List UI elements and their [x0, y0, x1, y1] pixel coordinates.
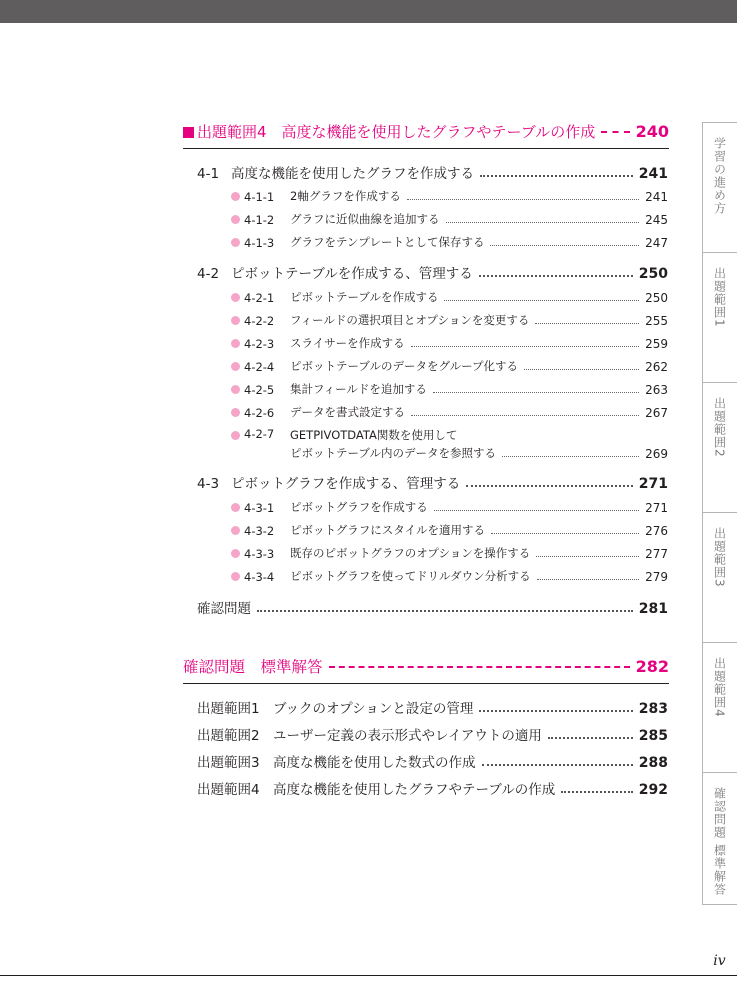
side-tab-answers[interactable] — [702, 773, 737, 905]
answers-title: 確認問題 標準解答 — [183, 658, 323, 676]
entry-title: 高度な機能を使用したグラフを作成する — [231, 166, 474, 182]
section4-title-wrap — [183, 121, 595, 142]
dot-leader — [407, 199, 639, 200]
subentry-page: 247 — [645, 236, 668, 250]
dot-leader — [537, 579, 640, 580]
dot-leader — [480, 175, 633, 177]
subentry-number: 4-2-5 — [244, 383, 275, 397]
subentry-title: グラフに近似曲線を追加する — [290, 212, 440, 226]
subentry-number: 4-2-4 — [244, 360, 275, 374]
page-number: iv — [713, 953, 726, 969]
subentry-number: 4-1-1 — [244, 190, 275, 204]
subentry-number: 4-3-3 — [244, 547, 275, 561]
toc-subentry-4-3-3[interactable] — [231, 545, 668, 561]
dash-leader — [329, 666, 630, 668]
subentry-title: 既存のピボットグラフのオプションを操作する — [290, 546, 531, 560]
subentry-number: 4-2-6 — [244, 406, 275, 420]
dot-leader — [502, 456, 639, 457]
dot-leader — [444, 300, 639, 301]
pink-bullet-icon — [231, 192, 240, 201]
subentry-page: 279 — [645, 570, 668, 584]
subentry-title-block — [290, 427, 668, 461]
subentry-page: 262 — [645, 360, 668, 374]
dot-leader — [433, 392, 639, 393]
dot-leader — [479, 275, 633, 277]
answer-number: 出題範囲3 — [197, 755, 260, 771]
subentry-number: 4-2-2 — [244, 314, 275, 328]
top-bar — [0, 0, 737, 23]
toc-answer-4[interactable] — [197, 778, 668, 798]
pink-bullet-icon — [231, 526, 240, 535]
subentry-page: 255 — [645, 314, 668, 328]
entry-number: 4-1 — [197, 166, 220, 182]
entry-title: ピボットグラフを作成する、管理する — [231, 476, 461, 492]
toc-subentry-4-1-2[interactable] — [231, 211, 668, 227]
answer-title: ブックのオプションと設定の管理 — [273, 701, 474, 717]
answers-rule — [183, 683, 669, 684]
section4-rule — [183, 148, 669, 149]
dash-leader — [601, 131, 629, 133]
subentry-title-line2-row — [290, 445, 668, 461]
pink-bullet-icon — [231, 503, 240, 512]
answer-title: 高度な機能を使用したグラフやテーブルの作成 — [273, 782, 556, 798]
subentry-number: 4-3-1 — [244, 501, 275, 515]
pink-bullet-icon — [231, 549, 240, 558]
toc-subentry-4-3-2[interactable] — [231, 522, 668, 538]
dot-leader — [411, 415, 639, 416]
toc-subentry-4-2-5[interactable] — [231, 381, 668, 397]
dot-leader — [490, 245, 639, 246]
answer-page: 285 — [638, 728, 668, 744]
answer-page: 283 — [638, 701, 668, 717]
subentry-page: 263 — [645, 383, 668, 397]
toc-subentry-4-2-2[interactable] — [231, 312, 668, 328]
pink-bullet-icon — [231, 572, 240, 581]
subentry-page: 277 — [645, 547, 668, 561]
toc-entry-4-2[interactable] — [197, 262, 668, 282]
subentry-title: ピボットグラフにスタイルを適用する — [290, 523, 486, 537]
toc-answer-1[interactable] — [197, 697, 668, 717]
pink-bullet-icon — [231, 215, 240, 224]
dot-leader — [548, 737, 633, 739]
toc-subentry-4-2-6[interactable] — [231, 404, 668, 420]
footer-rule — [0, 975, 737, 976]
side-tab-label: 出題範囲2 — [712, 397, 727, 458]
pink-bullet-icon — [231, 408, 240, 417]
subentry-number: 4-2-1 — [244, 291, 275, 305]
answer-page: 292 — [638, 782, 668, 798]
dot-leader — [257, 610, 633, 612]
entry-page: 250 — [638, 266, 668, 282]
subentry-number: 4-1-2 — [244, 213, 275, 227]
side-index-tabs — [702, 122, 737, 905]
entry-page: 241 — [638, 166, 668, 182]
subentry-title: データを書式設定する — [290, 405, 405, 419]
section4-heading[interactable] — [183, 120, 669, 142]
side-tab-label: 出題範囲3 — [712, 527, 727, 588]
toc-entry-4-3[interactable] — [197, 472, 668, 492]
subentry-title: ピボットテーブルのデータをグループ化する — [290, 359, 519, 373]
pink-bullet-icon — [231, 316, 240, 325]
dot-leader — [434, 510, 639, 511]
subentry-page: 241 — [645, 190, 668, 204]
entry-page: 271 — [638, 476, 668, 492]
subentry-title: スライサーを作成する — [290, 336, 405, 350]
subentry-title-line1: GETPIVOTDATA関数を使用して — [290, 428, 458, 442]
toc-subentry-4-2-4[interactable] — [231, 358, 668, 374]
side-tab-range2[interactable] — [702, 383, 737, 513]
toc-entry-4-1[interactable] — [197, 162, 668, 182]
answer-number: 出題範囲4 — [197, 782, 260, 798]
dot-leader — [535, 323, 639, 324]
subentry-number: 4-2-7 — [244, 427, 275, 441]
side-tab-range4[interactable] — [702, 643, 737, 773]
subentry-title: ピボットテーブル内のデータを参照する — [290, 446, 496, 460]
entry-number: 4-2 — [197, 266, 220, 282]
subentry-number: 4-3-4 — [244, 570, 275, 584]
entry-title: ピボットテーブルを作成する、管理する — [231, 266, 473, 282]
subentry-number: 4-3-2 — [244, 524, 275, 538]
dot-leader — [524, 369, 639, 370]
pink-bullet-icon — [231, 293, 240, 302]
subentry-page: 267 — [645, 406, 668, 420]
answers-heading[interactable] — [183, 655, 669, 677]
dot-leader — [491, 533, 639, 534]
side-tab-range1[interactable] — [702, 253, 737, 383]
toc-entry-review[interactable] — [197, 597, 668, 617]
subentry-title: フィールドの選択項目とオプションを変更する — [290, 313, 530, 327]
pink-bullet-icon — [231, 362, 240, 371]
subentry-number: 4-2-3 — [244, 337, 275, 351]
entry-page: 281 — [638, 601, 668, 617]
subentry-page: 271 — [645, 501, 668, 515]
dot-leader — [479, 710, 632, 712]
answer-number: 出題範囲1 — [197, 701, 260, 717]
subentry-title: 集計フィールドを追加する — [290, 382, 427, 396]
pink-bullet-icon — [231, 339, 240, 348]
dot-leader — [446, 222, 640, 223]
section4-page: 240 — [635, 121, 669, 141]
toc-subentry-4-2-3[interactable] — [231, 335, 668, 351]
toc-subentry-4-3-4[interactable] — [231, 568, 668, 584]
dot-leader — [561, 791, 632, 793]
entry-number: 4-3 — [197, 476, 220, 492]
side-tab-label: 学習の進め方 — [712, 137, 727, 215]
side-tab-label: 出題範囲4 — [712, 657, 727, 718]
toc-answer-2[interactable] — [197, 724, 668, 744]
dot-leader — [536, 556, 639, 557]
side-tab-guide[interactable] — [702, 122, 737, 253]
subentry-page: 276 — [645, 524, 668, 538]
toc-subentry-4-1-1[interactable] — [231, 188, 668, 204]
answer-title: ユーザー定義の表示形式やレイアウトの適用 — [273, 728, 542, 744]
toc-subentry-4-2-1[interactable] — [231, 289, 668, 305]
answers-page: 282 — [635, 656, 669, 676]
dot-leader — [411, 346, 639, 347]
subentry-title: 2軸グラフを作成する — [290, 189, 401, 203]
square-bullet-icon — [183, 127, 194, 138]
pink-bullet-icon — [231, 385, 240, 394]
toc-subentry-4-2-7[interactable] — [231, 427, 668, 463]
subentry-title: グラフをテンプレートとして保存する — [290, 235, 485, 249]
subentry-page: 245 — [645, 213, 668, 227]
side-tab-label: 出題範囲1 — [712, 267, 727, 328]
section4-title: 出題範囲4 高度な機能を使用したグラフやテーブルの作成 — [197, 122, 596, 141]
pink-bullet-icon — [231, 238, 240, 247]
side-tab-label: 確認問題 標準解答 — [712, 787, 727, 896]
toc-subentry-4-1-3[interactable] — [231, 234, 668, 250]
answer-title: 高度な機能を使用した数式の作成 — [273, 755, 476, 771]
entry-title: 確認問題 — [197, 601, 251, 617]
subentry-page: 259 — [645, 337, 668, 351]
pink-bullet-icon — [231, 431, 240, 440]
toc-subentry-4-3-1[interactable] — [231, 499, 668, 515]
subentry-title: ピボットグラフを使ってドリルダウン分析する — [290, 569, 531, 583]
subentry-title: ピボットグラフを作成する — [290, 500, 428, 514]
toc-answer-3[interactable] — [197, 751, 668, 771]
answer-number: 出題範囲2 — [197, 728, 260, 744]
subentry-title: ピボットテーブルを作成する — [290, 290, 439, 304]
dot-leader — [482, 764, 633, 766]
side-tab-range3[interactable] — [702, 513, 737, 643]
dot-leader — [466, 485, 633, 487]
answer-page: 288 — [638, 755, 668, 771]
subentry-page: 269 — [645, 447, 668, 461]
subentry-number: 4-1-3 — [244, 236, 275, 250]
subentry-page: 250 — [645, 291, 668, 305]
